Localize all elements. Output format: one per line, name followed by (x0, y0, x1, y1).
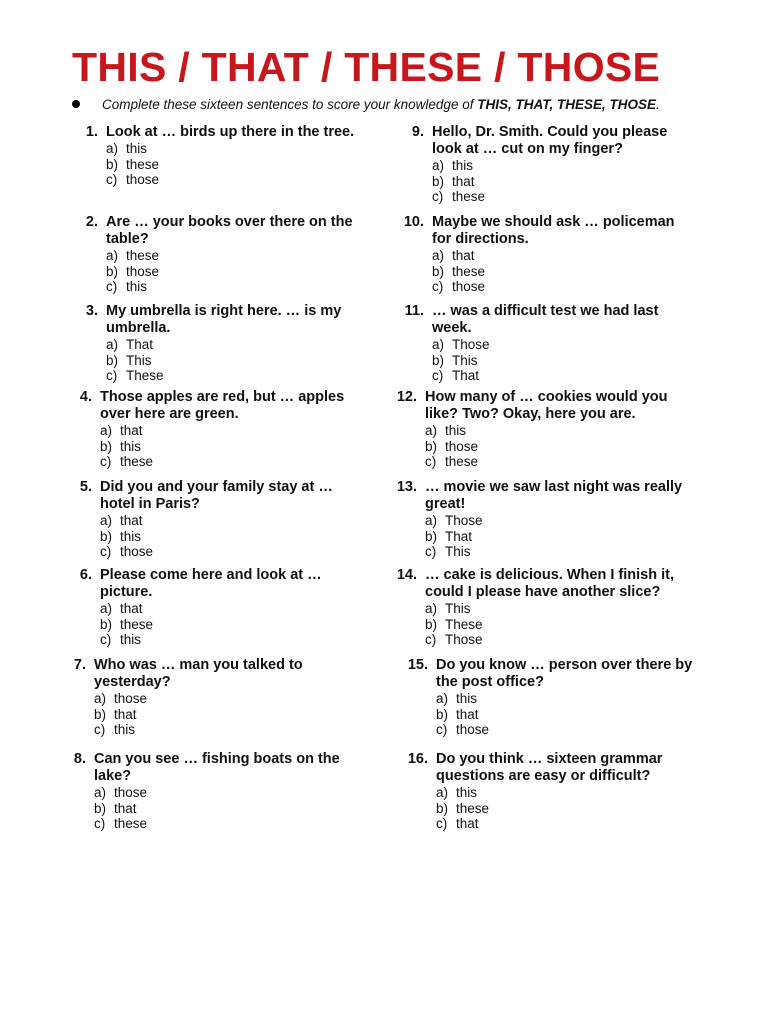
option-letter: b) (425, 616, 438, 632)
option-letter: b) (106, 263, 119, 279)
option-text: that (114, 800, 137, 816)
answer-option (106, 141, 366, 157)
question-text: Do you know … person over there by the post office? (436, 657, 693, 690)
question-text: … was a difficult test we had last week. (432, 303, 659, 336)
question-number: 11. (404, 303, 424, 319)
option-letter: b) (100, 616, 113, 632)
option-letter: a) (100, 423, 113, 438)
option-text: these (126, 248, 160, 263)
question-text: Those apples are red, but … apples over here are green. (100, 389, 345, 422)
question-text: How many of … cookies would you like? Two? Okay, here you are. (425, 389, 668, 422)
option-letter: c) (436, 816, 448, 831)
question-15 (398, 657, 706, 738)
question-header (388, 567, 700, 601)
answer-option (436, 801, 696, 817)
question-text: Look at … birds up there in the tree. (106, 124, 355, 140)
answer-options (64, 785, 349, 832)
option-letter: a) (425, 601, 438, 616)
option-text: these (452, 263, 486, 279)
option-text: these (456, 800, 490, 816)
question-number: 13. (396, 479, 417, 495)
option-letter: a) (425, 513, 438, 528)
answer-option (100, 454, 375, 470)
question-header (401, 124, 692, 158)
answer-option (94, 722, 339, 738)
question-10 (395, 214, 697, 295)
question-number: 3. (85, 303, 98, 319)
option-text: That (126, 337, 154, 352)
option-letter: b) (106, 352, 119, 368)
question-5 (70, 479, 355, 560)
answer-options (388, 423, 690, 470)
answer-option (425, 454, 690, 470)
option-text: this (456, 785, 478, 800)
question-text: Please come here and look at … picture. (100, 567, 322, 600)
question-header (76, 303, 376, 337)
answer-option (94, 707, 339, 723)
answer-option (432, 368, 677, 384)
answer-option (100, 632, 350, 648)
question-text: Who was … man you talked to yesterday? (94, 657, 303, 690)
instructions-suffix: . (655, 97, 660, 112)
answer-option (432, 264, 697, 280)
option-text: that (120, 513, 143, 528)
question-number: 4. (79, 389, 92, 405)
option-letter: c) (432, 279, 444, 294)
option-letter: c) (425, 632, 437, 647)
question-number: 9. (411, 124, 424, 140)
answer-option (425, 632, 700, 648)
option-text: This (452, 352, 478, 368)
option-text: those (126, 172, 160, 187)
option-letter: a) (94, 691, 107, 706)
question-8 (64, 751, 349, 832)
answer-option (100, 529, 355, 545)
option-letter: c) (106, 368, 118, 383)
option-letter: b) (425, 438, 438, 454)
answer-option (100, 439, 375, 455)
option-letter: a) (436, 691, 449, 706)
option-letter: a) (432, 158, 445, 173)
answer-options (398, 785, 696, 832)
question-header (398, 657, 706, 691)
option-text: These (126, 368, 164, 383)
question-7 (64, 657, 339, 738)
answer-options (76, 337, 376, 384)
option-text: That (452, 368, 480, 383)
option-text: those (114, 785, 148, 800)
answer-options (76, 141, 366, 188)
question-text: Did you and your family stay at … hotel in Paris? (100, 479, 333, 512)
option-text: these (120, 616, 154, 632)
question-text: … cake is delicious. When I finish it, could I please have another slice? (425, 567, 674, 600)
question-header (388, 389, 690, 423)
answer-options (70, 601, 350, 648)
question-text: My umbrella is right here. … is my umbrella. (106, 303, 342, 336)
answer-options (395, 337, 677, 384)
question-2 (76, 214, 366, 295)
option-text: that (452, 248, 475, 263)
answer-option (100, 513, 355, 529)
answer-options (388, 513, 705, 560)
option-letter: a) (432, 337, 445, 352)
option-letter: b) (106, 156, 119, 172)
option-text: these (120, 454, 154, 469)
question-number: 5. (79, 479, 92, 495)
option-letter: c) (94, 722, 106, 737)
answer-option (436, 691, 706, 707)
option-letter: a) (94, 785, 107, 800)
answer-option (100, 617, 350, 633)
question-header (64, 657, 339, 691)
question-header (76, 214, 366, 248)
answer-option (106, 337, 376, 353)
option-text: Those (445, 632, 483, 647)
option-letter: c) (425, 454, 437, 469)
option-letter: a) (100, 601, 113, 616)
option-text: those (445, 438, 479, 454)
option-letter: b) (425, 528, 438, 544)
option-text: this (126, 279, 148, 294)
answer-option (436, 785, 696, 801)
option-text: that (456, 706, 479, 722)
answer-option (436, 816, 696, 832)
question-text: Maybe we should ask … policeman for directions. (432, 214, 675, 247)
option-letter: b) (432, 352, 445, 368)
answer-option (425, 601, 700, 617)
question-4 (70, 389, 375, 470)
answer-option (432, 158, 692, 174)
question-1 (76, 124, 366, 188)
question-9 (401, 124, 692, 205)
option-letter: a) (106, 141, 119, 156)
question-text: Hello, Dr. Smith. Could you please look at … cut on my finger? (432, 124, 668, 157)
option-text: that (114, 706, 137, 722)
option-letter: b) (94, 706, 107, 722)
answer-option (436, 722, 706, 738)
option-text: these (452, 189, 486, 204)
instructions (72, 97, 660, 112)
answer-option (425, 544, 705, 560)
answer-option (106, 172, 366, 188)
question-header (70, 567, 350, 601)
answer-option (432, 248, 697, 264)
answer-option (425, 423, 690, 439)
question-number: 1. (85, 124, 98, 140)
option-letter: a) (106, 337, 119, 352)
question-number: 7. (73, 657, 86, 673)
answer-option (425, 529, 705, 545)
answer-option (106, 368, 376, 384)
option-letter: c) (106, 172, 118, 187)
option-text: those (456, 722, 490, 737)
question-number: 16. (407, 751, 428, 767)
option-text: this (456, 691, 478, 706)
option-text: those (120, 544, 154, 559)
answer-option (432, 279, 697, 295)
option-text: this (120, 528, 142, 544)
option-letter: c) (425, 544, 437, 559)
option-text: Those (445, 513, 483, 528)
answer-option (432, 353, 677, 369)
bullet-icon (72, 100, 80, 108)
question-number: 6. (79, 567, 92, 583)
answer-option (432, 337, 677, 353)
option-letter: b) (432, 263, 445, 279)
question-header (64, 751, 349, 785)
answer-option (106, 248, 366, 264)
option-letter: a) (100, 513, 113, 528)
option-letter: c) (432, 189, 444, 204)
answer-option (100, 601, 350, 617)
answer-option (436, 707, 706, 723)
question-number: 14. (396, 567, 417, 583)
option-letter: c) (432, 368, 444, 383)
answer-option (425, 513, 705, 529)
option-text: those (126, 263, 160, 279)
option-letter: c) (100, 632, 112, 647)
question-header (395, 303, 677, 337)
answer-options (76, 248, 366, 295)
question-6 (70, 567, 350, 648)
answer-options (70, 513, 355, 560)
answer-option (106, 157, 366, 173)
question-number: 15. (407, 657, 428, 673)
question-header (398, 751, 696, 785)
option-text: Those (452, 337, 490, 352)
answer-option (94, 801, 349, 817)
option-text: this (445, 423, 467, 438)
option-text: That (445, 528, 473, 544)
question-14 (388, 567, 700, 648)
option-letter: b) (100, 438, 113, 454)
question-3 (76, 303, 376, 384)
question-11 (395, 303, 677, 384)
instructions-keywords: THIS, THAT, THESE, THOSE (477, 97, 656, 112)
option-text: that (452, 173, 475, 189)
option-text: this (126, 141, 148, 156)
answer-options (398, 691, 706, 738)
answer-options (388, 601, 700, 648)
option-text: these (126, 156, 160, 172)
page-title: THIS / THAT / THESE / THOSE (72, 44, 661, 90)
option-letter: c) (436, 722, 448, 737)
question-header (388, 479, 705, 513)
option-text: This (445, 601, 471, 616)
option-letter: c) (100, 454, 112, 469)
option-letter: a) (425, 423, 438, 438)
answer-option (432, 189, 692, 205)
option-text: This (445, 544, 471, 559)
option-letter: b) (432, 173, 445, 189)
answer-option (425, 439, 690, 455)
question-12 (388, 389, 690, 470)
question-header (395, 214, 697, 248)
answer-options (401, 158, 692, 205)
option-text: that (456, 816, 479, 831)
option-text: those (114, 691, 148, 706)
answer-option (432, 174, 692, 190)
question-text: Do you think … sixteen grammar questions are easy or difficult? (436, 751, 663, 784)
question-number: 10. (403, 214, 424, 230)
answer-option (94, 691, 339, 707)
option-letter: c) (106, 279, 118, 294)
question-text: … movie we saw last night was really great! (425, 479, 683, 512)
question-number: 8. (73, 751, 86, 767)
option-text: these (114, 816, 148, 831)
option-text: This (126, 352, 152, 368)
answer-option (106, 353, 376, 369)
question-header (70, 389, 375, 423)
answer-options (395, 248, 697, 295)
answer-option (425, 617, 700, 633)
question-number: 2. (85, 214, 98, 230)
answer-options (64, 691, 339, 738)
option-text: These (445, 616, 483, 632)
question-header (70, 479, 355, 513)
question-13 (388, 479, 705, 560)
answer-option (94, 785, 349, 801)
option-letter: a) (106, 248, 119, 263)
option-text: this (114, 722, 136, 737)
option-text: that (120, 601, 143, 616)
answer-option (94, 816, 349, 832)
instructions-text: Complete these sixteen sentences to score your knowledge of (102, 97, 478, 112)
option-text: this (120, 438, 142, 454)
question-text: Are … your books over there on the table? (106, 214, 353, 247)
question-number: 12. (396, 389, 417, 405)
option-letter: a) (432, 248, 445, 263)
answer-options (70, 423, 375, 470)
option-letter: c) (94, 816, 106, 831)
answer-option (100, 423, 375, 439)
question-header (76, 124, 366, 141)
question-16 (398, 751, 696, 832)
option-letter: b) (94, 800, 107, 816)
option-text: that (120, 423, 143, 438)
option-letter: c) (100, 544, 112, 559)
option-letter: b) (436, 800, 449, 816)
option-letter: b) (100, 528, 113, 544)
answer-option (100, 544, 355, 560)
option-text: these (445, 454, 479, 469)
answer-option (106, 264, 366, 280)
question-text: Can you see … fishing boats on the lake? (94, 751, 340, 784)
option-text: this (120, 632, 142, 647)
option-text: this (452, 158, 474, 173)
answer-option (106, 279, 366, 295)
option-text: those (452, 279, 486, 294)
option-letter: b) (436, 706, 449, 722)
option-letter: a) (436, 785, 449, 800)
